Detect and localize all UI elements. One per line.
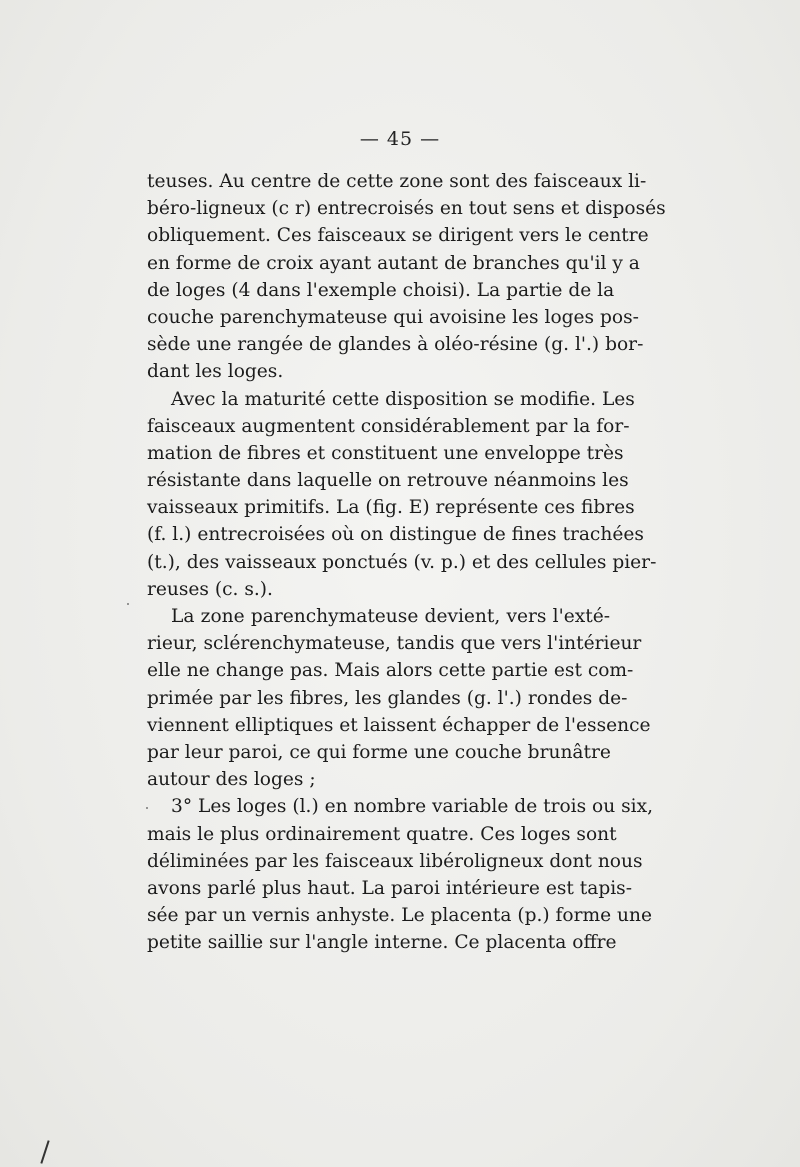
text-line: sède une rangée de glandes à oléo-résine (g. l'.) bor- — [147, 334, 644, 356]
text-line: 3° Les loges (l.) en nombre variable de trois ou six, — [171, 796, 654, 818]
text-line: sée par un vernis anhyste. Le placenta (p.) forme une — [147, 905, 653, 927]
text-line: vaisseaux primitifs. La (fig. E) représente ces fibres — [147, 497, 635, 519]
paragraph — [147, 793, 654, 956]
text-line: béro-ligneux (c r) entrecroisés en tout sens et disposés — [147, 198, 666, 220]
text-line: couche parenchymateuse qui avoisine les loges pos- — [147, 306, 639, 328]
paper-speck — [146, 807, 148, 809]
text-line: teuses. Au centre de cette zone sont des faisceaux li- — [147, 171, 647, 192]
text-line: déliminées par les faisceaux libéroligneux dont nous — [147, 850, 643, 872]
paragraph — [147, 603, 651, 793]
text-line: mais le plus ordinairement quatre. Ces loges sont — [147, 823, 617, 845]
text-line: La zone parenchymateuse devient, vers l'exté- — [171, 606, 610, 627]
text-line: dant les loges. — [147, 361, 284, 383]
text-line: autour des loges ; — [147, 769, 316, 791]
text-line: (t.), des vaisseaux ponctués (v. p.) et des cellules pier- — [147, 551, 657, 573]
text-line: par leur paroi, ce qui forme une couche brunâtre — [147, 741, 611, 763]
text-line: rieur, sclérenchymateuse, tandis que vers l'intérieur — [147, 633, 642, 655]
pencil-mark — [40, 1140, 49, 1163]
text-line: mation de fibres et constituent une enveloppe très — [147, 442, 624, 464]
text-line: en forme de croix ayant autant de branches qu'il y a — [147, 252, 640, 274]
text-line: faisceaux augmentent considérablement par la for- — [147, 415, 630, 437]
text-line: reuses (c. s.). — [147, 578, 273, 600]
text-line: petite saillie sur l'angle interne. Ce placenta offre — [147, 932, 617, 954]
text-line: (f. l.) entrecroisées où on distingue de fines trachées — [147, 524, 644, 546]
paper-speck — [127, 603, 129, 605]
text-line: avons parlé plus haut. La paroi intérieure est tapis- — [147, 877, 632, 899]
page-number: — 45 — — [359, 128, 441, 150]
text-line: primée par les fibres, les glandes (g. l'.) rondes de- — [147, 687, 628, 709]
text-line: résistante dans laquelle on retrouve néanmoins les — [147, 470, 629, 492]
paragraph — [147, 168, 666, 386]
text-line: de loges (4 dans l'exemple choisi). La partie de la — [147, 279, 615, 301]
body-text — [147, 168, 666, 956]
text-line: elle ne change pas. Mais alors cette partie est com- — [147, 660, 634, 682]
text-line: obliquement. Ces faisceaux se dirigent vers le centre — [147, 225, 649, 247]
text-line: Avec la maturité cette disposition se modifie. Les — [171, 388, 635, 410]
paragraph — [147, 386, 657, 604]
text-line: viennent elliptiques et laissent échapper de l'essence — [147, 714, 651, 736]
